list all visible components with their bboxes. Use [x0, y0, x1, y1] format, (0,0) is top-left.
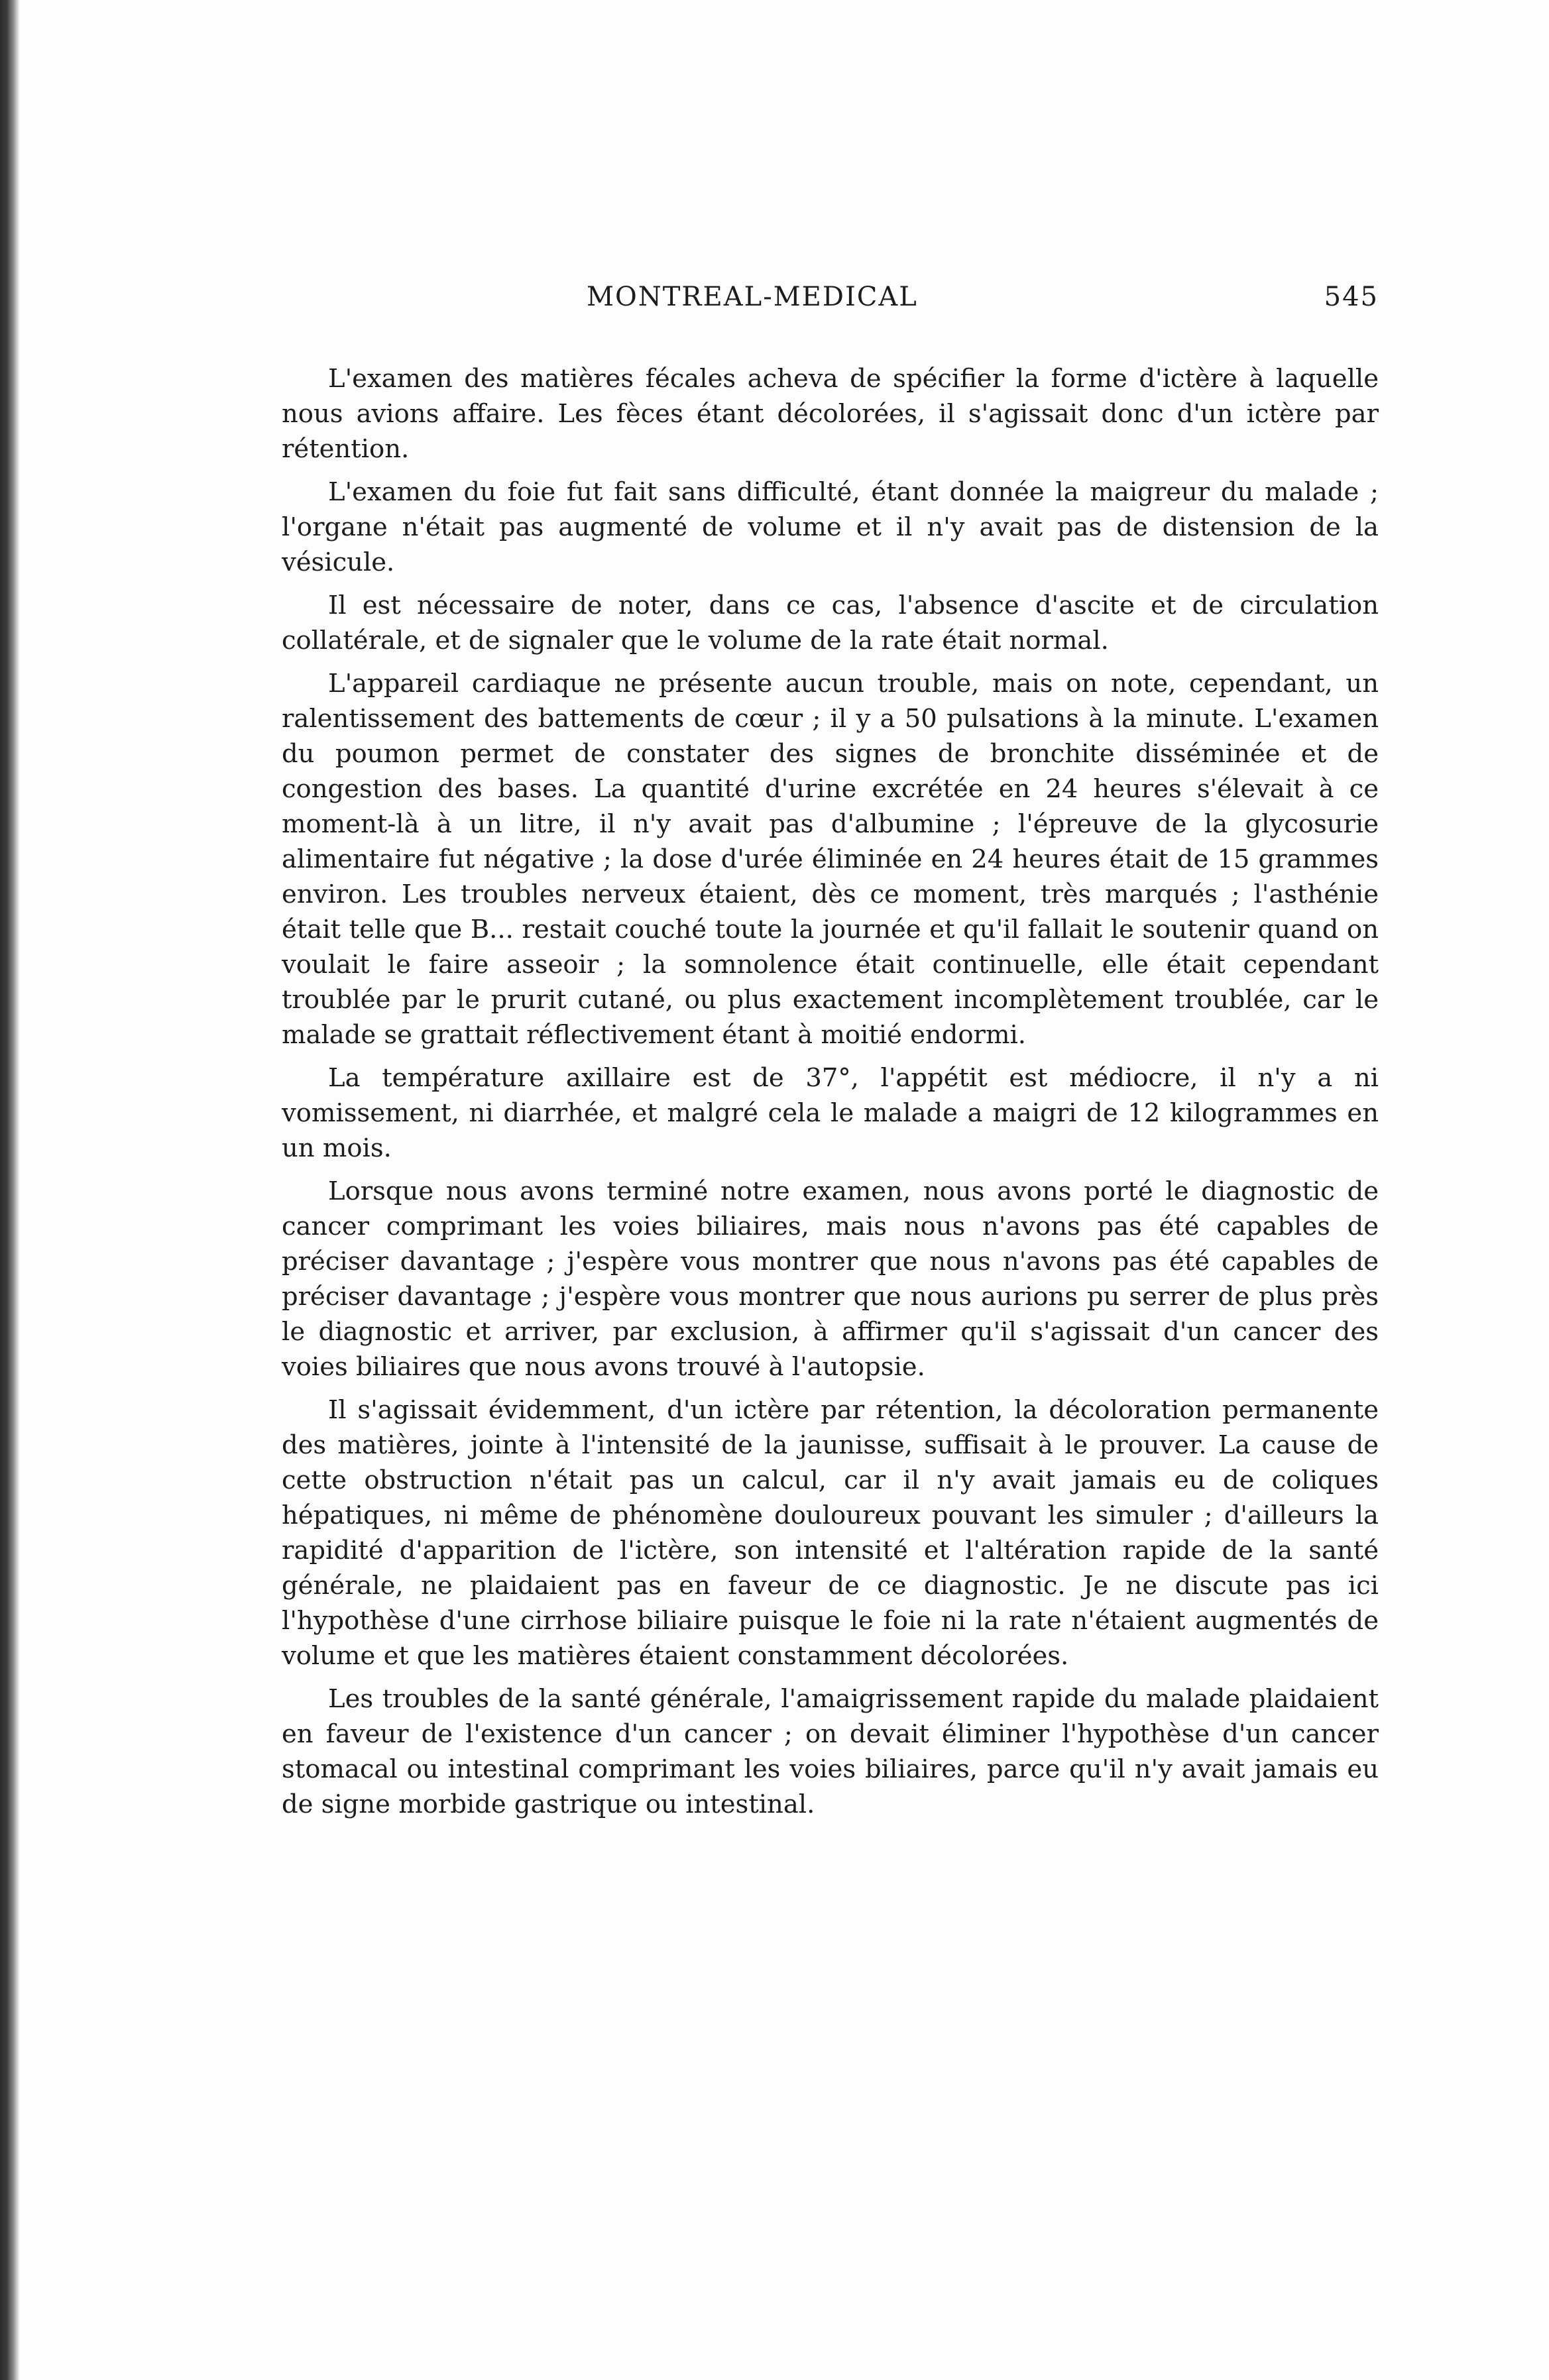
page-binding-edge [0, 0, 20, 2380]
page-number: 545 [1324, 282, 1379, 312]
running-title: MONTREAL-MEDICAL [587, 282, 918, 312]
running-header [282, 282, 1379, 328]
paragraph: Les troubles de la santé générale, l'amaigrissement rapide du malade plaidaient en faveur de l'existence d'un cancer ; on devait éliminer l'hypothèse d'un cancer stomacal ou intestinal comprimant les voies biliaires, parce qu'il n'y avait jamais eu de signe morbide gastrique ou intestinal. [282, 1684, 1379, 1819]
paragraph: L'examen des matières fécales acheva de spécifier la forme d'ictère à laquelle nous avions affaire. Les fèces étant décolorées, il s'agissait donc d'un ictère par rétention. [282, 364, 1379, 464]
paragraph: La température axillaire est de 37°, l'appétit est médiocre, il n'y a ni vomissement, ni diarrhée, et malgré cela le malade a maigri de 12 kilogrammes en un mois. [282, 1063, 1379, 1163]
paragraph: Il est nécessaire de noter, dans ce cas, l'absence d'ascite et de circulation collatérale, et de signaler que le volume de la rate était normal. [282, 591, 1379, 655]
paragraph: Lorsque nous avons terminé notre examen, nous avons porté le diagnostic de cancer comprimant les voies biliaires, mais nous n'avons pas été capables de préciser davantage ; j'espère vous montrer que nous n'avons pas été capables de préciser davantage ; j'espère vous montrer que nous aurions pu serrer de plus près le diagnostic et arriver, par exclusion, à affirmer qu'il s'agissait d'un cancer des voies biliaires que nous avons trouvé à l'autopsie. [282, 1176, 1379, 1382]
document-page [282, 282, 1379, 1830]
paragraph: L'examen du foie fut fait sans difficulté, étant donnée la maigreur du malade ; l'organe n'était pas augmenté de volume et il n'y avait pas de distension de la vésicule. [282, 477, 1379, 577]
paragraph: L'appareil cardiaque ne présente aucun trouble, mais on note, cependant, un ralentissement des battements de cœur ; il y a 50 pulsations à la minute. L'examen du poumon permet de constater des signes de bronchite disséminée et de congestion des bases. La quantité d'urine excrétée en 24 heures s'élevait à ce moment-là à un litre, il n'y avait pas d'albumine ; l'épreuve de la glycosurie alimentaire fut négative ; la dose d'urée éliminée en 24 heures était de 15 grammes environ. Les troubles nerveux étaient, dès ce moment, très marqués ; l'asthénie était telle que B... restait couché toute la journée et qu'il fallait le soutenir quand on voulait le faire asseoir ; la somnolence était continuelle, elle était cependant troublée par le prurit cutané, ou plus exactement incomplètement troublée, car le malade se grattait réflectivement étant à moitié endormi. [282, 669, 1379, 1050]
paragraph: Il s'agissait évidemment, d'un ictère par rétention, la décoloration permanente des matières, jointe à l'intensité de la jaunisse, suffisait à le prouver. La cause de cette obstruction n'était pas un calcul, car il n'y avait jamais eu de coliques hépatiques, ni même de phénomène douloureux pouvant les simuler ; d'ailleurs la rapidité d'apparition de l'ictère, son intensité et l'altération rapide de la santé générale, ne plaidaient pas en faveur de ce diagnostic. Je ne discute pas ici l'hypothèse d'une cirrhose biliaire puisque le foie ni la rate n'étaient augmentés de volume et que les matières étaient constamment décolorées. [282, 1395, 1379, 1671]
body-text [282, 361, 1379, 1822]
